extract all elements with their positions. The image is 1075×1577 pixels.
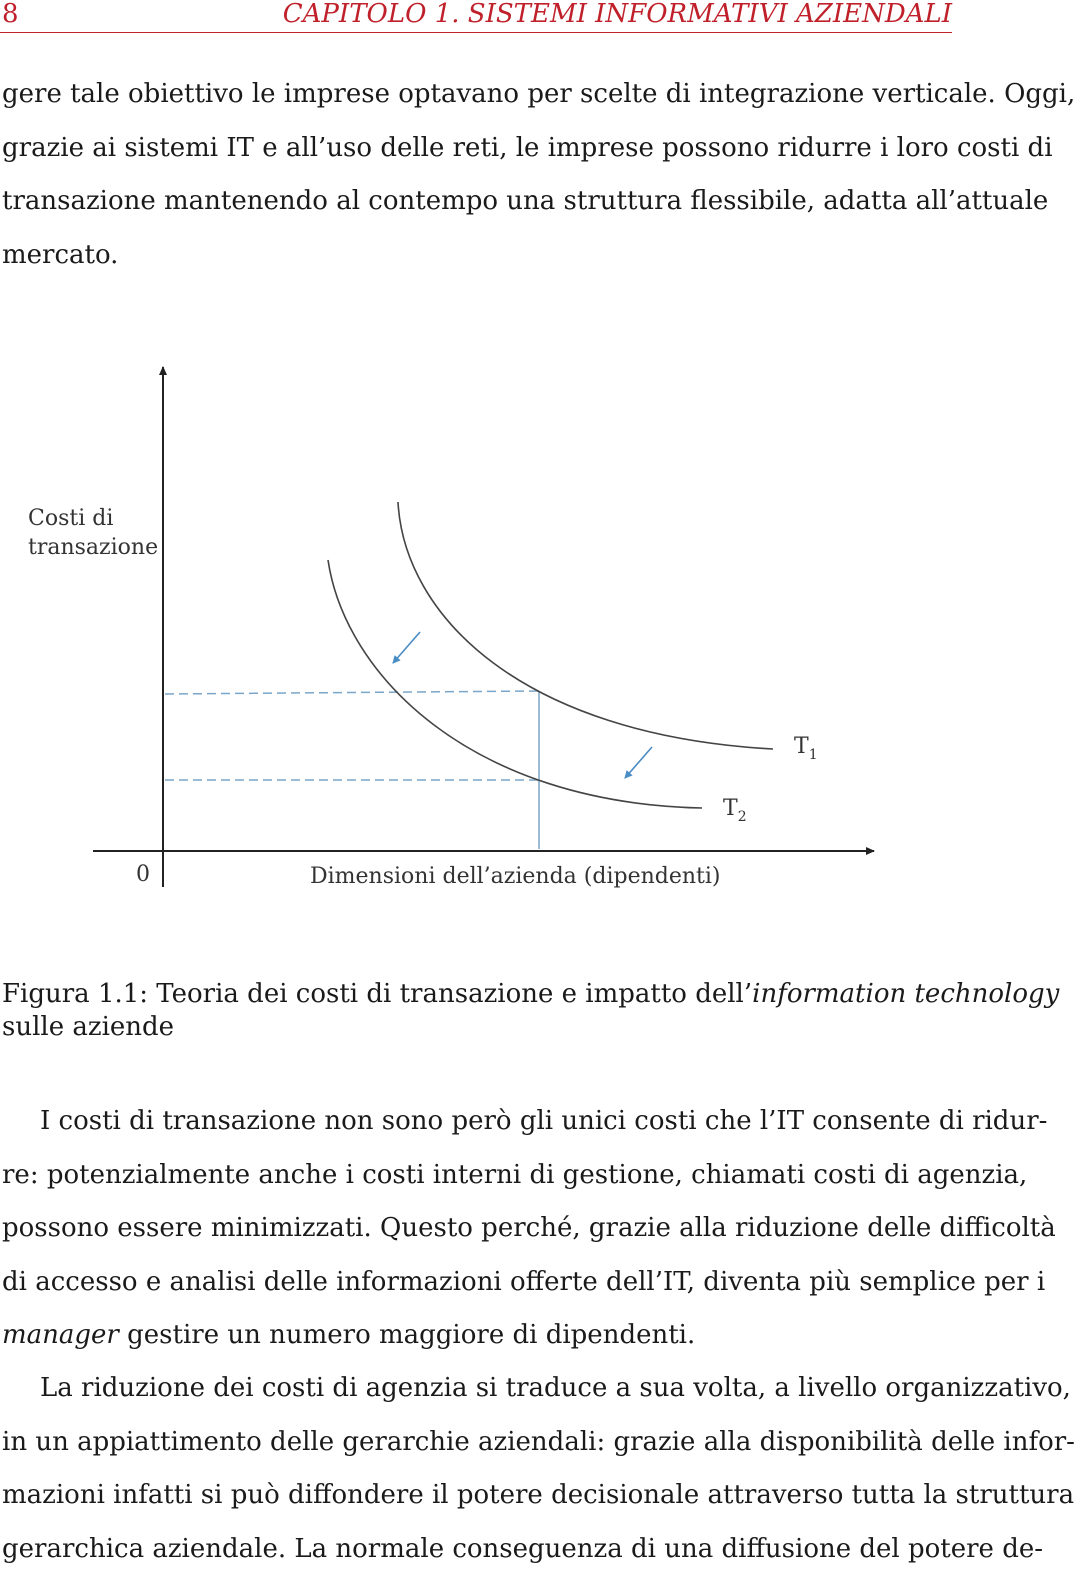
text-line bbox=[2, 1309, 952, 1363]
paragraph-1 bbox=[2, 68, 1075, 282]
caption-line-2: sulle aziende bbox=[2, 1012, 175, 1042]
curve-t2-letter: T bbox=[723, 796, 738, 821]
running-head bbox=[0, 0, 952, 33]
caption-prefix: Figura 1.1: Teoria dei costi di transazione e impatto dell’ bbox=[2, 979, 753, 1009]
italic-term: manager bbox=[2, 1320, 119, 1350]
text-line: re: potenzialmente anche i costi interni di gestione, chiamati costi di agenzia, bbox=[2, 1159, 1028, 1190]
text-line: transazione mantenendo al contempo una struttura flessibile, adatta all’attuale bbox=[2, 186, 1049, 216]
figure-caption bbox=[2, 978, 1060, 1044]
figure-diagram bbox=[0, 355, 960, 915]
shift-arrow-lower bbox=[625, 747, 652, 778]
curve-t1-label bbox=[794, 734, 818, 763]
text-line: La riduzione dei costi di agenzia si traduce a sua volta, a livello organizzativo, bbox=[40, 1373, 1071, 1403]
text-line: gere tale obiettivo le imprese optavano per scelte di integrazione verticale. Oggi, bbox=[2, 79, 1075, 109]
dashed-guide-upper bbox=[165, 691, 538, 694]
y-axis-label-line1: Costi di bbox=[28, 506, 114, 531]
curve-t1 bbox=[398, 502, 773, 749]
text-line: in un appiattimento delle gerarchie aziendali: grazie alla disponibilità delle infor- bbox=[2, 1426, 1075, 1457]
shift-arrow-upper bbox=[393, 632, 420, 663]
text-line: grazie ai sistemi IT e all’uso delle reti, le imprese possono ridurre i loro costi di bbox=[2, 132, 1053, 163]
text-line: gerarchica aziendale. La normale conseguenza di una diffusione del potere de- bbox=[2, 1533, 1044, 1564]
page-number: 8 bbox=[2, 0, 19, 29]
curve-t2-subscript: 2 bbox=[737, 809, 747, 825]
figure-transaction-costs bbox=[0, 355, 960, 915]
text-fragment: gestire un numero maggiore di dipendenti. bbox=[118, 1320, 696, 1350]
curve-t2 bbox=[328, 560, 702, 808]
curve-t1-subscript: 1 bbox=[808, 747, 818, 763]
text-line: possono essere minimizzati. Questo perché, grazie alla riduzione delle difficoltà bbox=[2, 1213, 1056, 1243]
curve-t2-label bbox=[723, 796, 747, 825]
x-axis-label: Dimensioni dell’azienda (dipendenti) bbox=[310, 864, 721, 889]
caption-italic: information technology bbox=[752, 979, 1060, 1009]
text-line: I costi di transazione non sono però gli unici costi che l’IT consente di ridur- bbox=[40, 1106, 1048, 1136]
text-line: di accesso e analisi delle informazioni offerte dell’IT, diventa più semplice per i bbox=[2, 1266, 1046, 1297]
y-axis-label-line2: transazione bbox=[28, 535, 159, 560]
caption-line-1 bbox=[2, 978, 1060, 1011]
chapter-title: CAPITOLO 1. SISTEMI INFORMATIVI AZIENDALI bbox=[282, 0, 952, 29]
paragraph-3 bbox=[2, 1362, 1075, 1576]
text-line: mazioni infatti si può diffondere il potere decisionale attraverso tutta la struttura bbox=[2, 1480, 1075, 1510]
paragraph-2 bbox=[2, 1095, 1056, 1363]
origin-label: 0 bbox=[136, 862, 150, 887]
curve-t1-letter: T bbox=[794, 734, 809, 759]
text-line: mercato. bbox=[2, 239, 119, 270]
